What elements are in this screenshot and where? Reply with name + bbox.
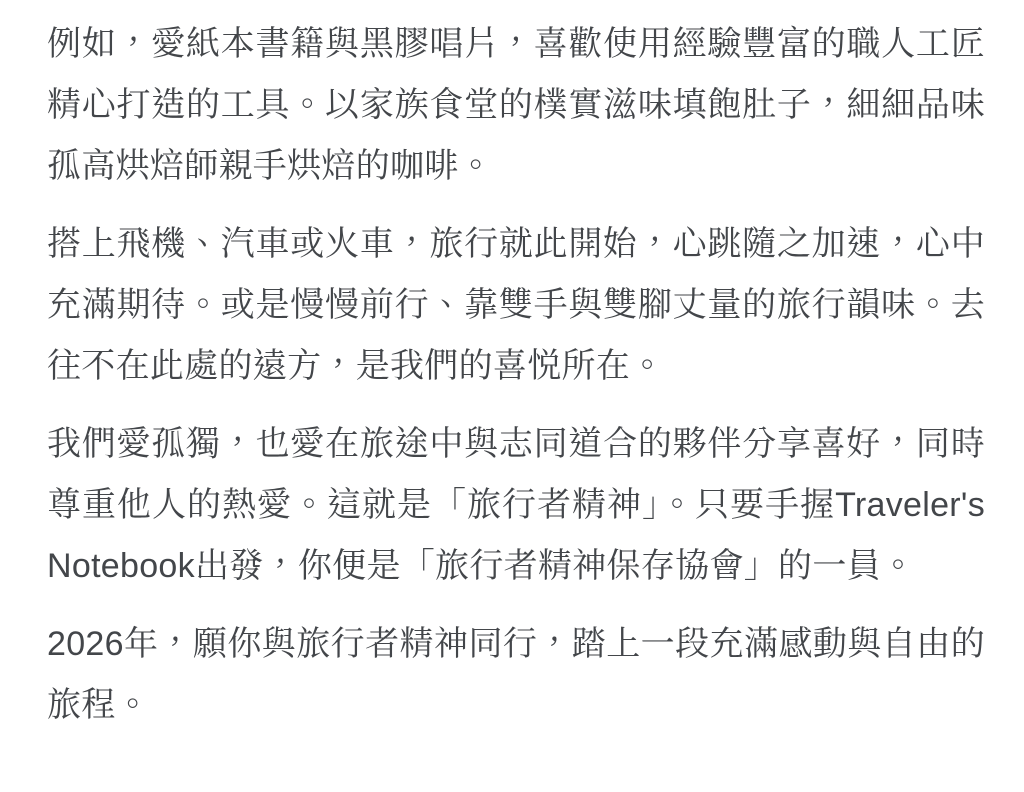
text-line: 旅程。 bbox=[47, 686, 150, 724]
text-line: 精心打造的工具。以家族食堂的樸實滋味填飽肚子，細細品味 bbox=[47, 86, 985, 124]
text-line: 例如，愛紙本書籍與黑膠唱片，喜歡使用經驗豐富的職人工匠 bbox=[47, 25, 985, 63]
paragraph-tools-and-coffee bbox=[47, 14, 985, 197]
paragraph-travel-begins bbox=[47, 214, 985, 397]
text-line: 我們愛孤獨，也愛在旅途中與志同道合的夥伴分享喜好，同時 bbox=[47, 425, 985, 463]
text-line: 往不在此處的遠方，是我們的喜悦所在。 bbox=[47, 347, 665, 385]
text-line: 孤高烘焙師親手烘焙的咖啡。 bbox=[47, 147, 493, 185]
text-line: Notebook出發，你便是「旅行者精神保存協會」的一員。 bbox=[47, 547, 916, 585]
text-line: 充滿期待。或是慢慢前行、靠雙手與雙腳丈量的旅行韻味。去 bbox=[47, 286, 985, 324]
paragraph-2026-wish bbox=[47, 614, 985, 736]
text-line: 2026年，願你與旅行者精神同行，踏上一段充滿感動與自由的 bbox=[47, 625, 985, 663]
text-line: 搭上飛機、汽車或火車，旅行就此開始，心跳隨之加速，心中 bbox=[47, 225, 985, 263]
text-line: 尊重他人的熱愛。這就是「旅行者精神」。只要手握Traveler's bbox=[47, 486, 985, 524]
paragraph-travelers-spirit bbox=[47, 414, 985, 597]
